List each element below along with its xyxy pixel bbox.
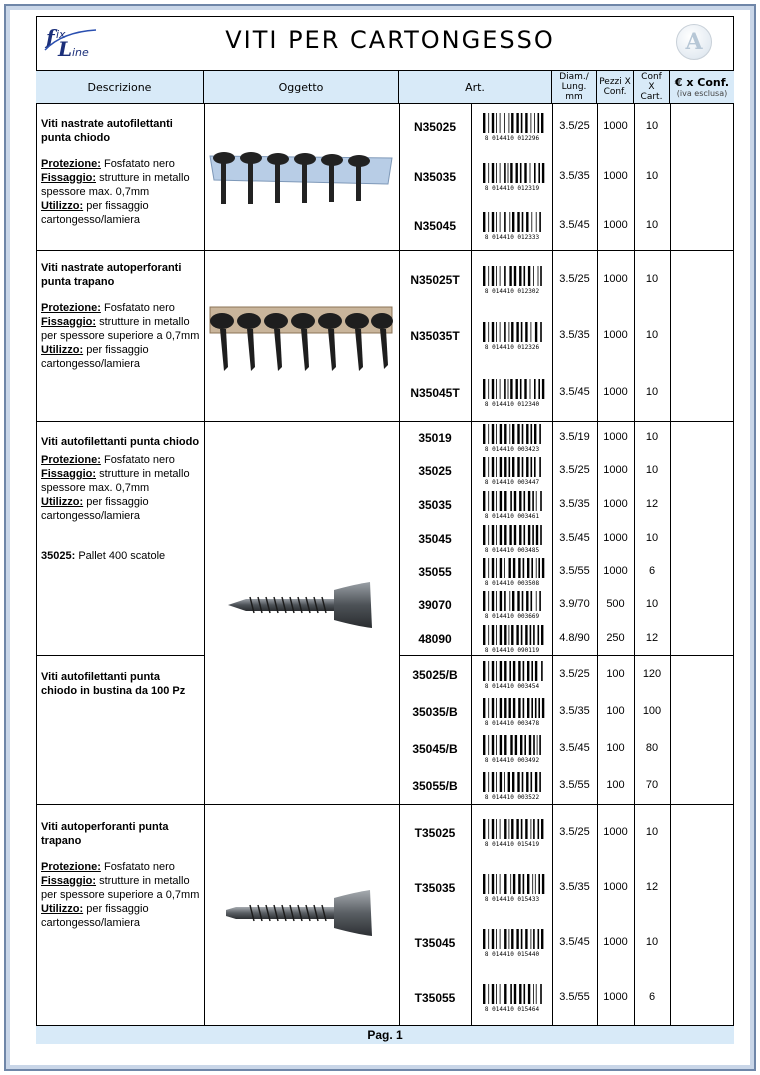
article-code: N35025T (410, 273, 460, 287)
fissaggio-label: Fissaggio: (41, 172, 97, 184)
dimension-value: 3.5/25 (559, 668, 590, 680)
svg-text:f: f (46, 25, 55, 49)
barcode (479, 735, 545, 761)
dimension-value: 3.5/55 (559, 991, 590, 1003)
fixline-logo (42, 22, 104, 62)
group-title: Viti nastrate autoperforanti punta trapano (41, 262, 182, 288)
article-code: 35055/B (412, 779, 458, 793)
svg-text:L: L (58, 37, 73, 61)
conf-value: 6 (648, 565, 656, 577)
group-divider (36, 804, 734, 805)
dimension-value: 3.5/19 (559, 431, 590, 443)
svg-text:8 014410 012296: 8 014410 012296 (484, 135, 540, 141)
conf-value: 10 (645, 464, 659, 476)
fissaggio-label: Fissaggio: (41, 468, 97, 480)
note-code: 35025: (41, 550, 76, 562)
barcode (479, 525, 545, 551)
group-divider (36, 250, 734, 251)
article-code: N35035T (410, 329, 460, 343)
fissaggio-value: strutture in metallo spessore max. 0,7mm (41, 468, 190, 494)
group-title: Viti autofilettanti punta chiodo (41, 436, 200, 448)
barcode (479, 591, 545, 617)
fissaggio-label: Fissaggio: (41, 875, 97, 887)
article-code: 35045/B (412, 742, 458, 756)
dimension-value: 3.5/25 (559, 826, 590, 838)
conf-value: 10 (645, 273, 659, 285)
barcode (479, 929, 545, 955)
svg-text:8 014410 003485: 8 014410 003485 (484, 547, 540, 553)
group-divider (399, 655, 734, 656)
header-diam: Diam./ Lung. mm (552, 70, 597, 104)
protezione-label: Protezione: (41, 454, 101, 466)
dimension-value: 4.8/90 (559, 632, 590, 644)
screw-pointed-image (226, 580, 376, 630)
protezione-value: Fosfatato nero (103, 454, 175, 466)
page-title: VITI PER CARTONGESSO (225, 26, 555, 54)
barcode (479, 163, 545, 189)
barcode (479, 661, 545, 687)
conf-value: 10 (645, 598, 659, 610)
pezzi-value: 1000 (603, 120, 628, 132)
dimension-value: 3.5/35 (559, 498, 590, 510)
article-code: T35045 (414, 936, 456, 950)
header-pezzi: Pezzi X Conf. (597, 70, 634, 104)
fissaggio-label: Fissaggio: (41, 316, 97, 328)
pezzi-value: 100 (606, 742, 625, 754)
pezzi-value: 1000 (603, 273, 628, 285)
article-code: 35055 (418, 565, 452, 579)
pezzi-value: 1000 (603, 936, 628, 948)
article-code: 35025/B (412, 668, 458, 682)
svg-text:8 014410 012326: 8 014410 012326 (484, 344, 540, 350)
strip-screws-brown-image (206, 295, 396, 375)
group-divider (36, 655, 204, 656)
conf-value: 10 (645, 219, 659, 231)
conf-value: 10 (645, 431, 659, 443)
conf-value: 12 (645, 632, 659, 644)
pezzi-value: 1000 (603, 431, 628, 443)
svg-text:8 014410 003454: 8 014410 003454 (484, 683, 540, 689)
dimension-value: 3.5/35 (559, 705, 590, 717)
badge-icon: A (676, 24, 712, 60)
utilizzo-value: per fissaggio cartongesso/lamiera (41, 344, 149, 370)
barcode (479, 424, 545, 450)
article-code: T35025 (414, 826, 456, 840)
article-code: N35045T (410, 386, 460, 400)
svg-text:8 014410 003447: 8 014410 003447 (484, 479, 540, 485)
article-code: 35035/B (412, 705, 458, 719)
utilizzo-label: Utilizzo: (41, 344, 84, 356)
svg-text:8 014410 015464: 8 014410 015464 (484, 1006, 540, 1012)
protezione-label: Protezione: (41, 302, 101, 314)
svg-text:8 014410 015419: 8 014410 015419 (484, 841, 540, 847)
svg-text:8 014410 003669: 8 014410 003669 (484, 613, 540, 619)
svg-text:8 014410 015440: 8 014410 015440 (484, 951, 540, 957)
pezzi-value: 100 (606, 668, 625, 680)
svg-text:8 014410 003423: 8 014410 003423 (484, 446, 540, 452)
svg-text:8 014410 012319: 8 014410 012319 (484, 185, 540, 191)
pezzi-value: 1000 (603, 386, 628, 398)
screw-drill-image (224, 888, 374, 938)
dimension-value: 3.5/35 (559, 881, 590, 893)
svg-text:8 014410 012333: 8 014410 012333 (484, 234, 540, 240)
group-divider (36, 421, 734, 422)
group-title: Viti autoperforanti punta trapano (41, 821, 169, 847)
pezzi-value: 1000 (603, 881, 628, 893)
svg-text:8 014410 003492: 8 014410 003492 (484, 757, 540, 763)
svg-text:ine: ine (72, 46, 89, 59)
group-5-description (41, 820, 201, 930)
barcode (479, 266, 545, 292)
dimension-value: 3.5/35 (559, 329, 590, 341)
dimension-value: 3.5/45 (559, 936, 590, 948)
svg-text:8 014410 012340: 8 014410 012340 (484, 401, 540, 407)
group-2-description (41, 261, 201, 371)
svg-text:8 014410 003461: 8 014410 003461 (484, 513, 540, 519)
article-code: N35045 (413, 219, 457, 233)
header-prezzo-note: (iva esclusa) (676, 89, 728, 98)
pezzi-value: 1000 (603, 329, 628, 341)
article-code: 35035 (418, 498, 452, 512)
svg-text:ix: ix (56, 28, 66, 41)
pezzi-value: 100 (606, 705, 625, 717)
grid-line (204, 104, 205, 1025)
fissaggio-value: strutture in metallo spessore max. 0,7mm (41, 172, 190, 198)
conf-value: 10 (645, 532, 659, 544)
barcode (479, 322, 545, 348)
conf-value: 6 (648, 991, 656, 1003)
utilizzo-label: Utilizzo: (41, 903, 84, 915)
article-code: 35025 (418, 464, 452, 478)
pezzi-value: 1000 (603, 532, 628, 544)
pezzi-value: 1000 (603, 170, 628, 182)
group-1-description (41, 117, 201, 227)
article-code: T35055 (414, 991, 456, 1005)
fissaggio-value: strutture in metallo per spessore superiore a 0,7mm (41, 316, 200, 342)
dimension-value: 3.9/70 (559, 598, 590, 610)
fissaggio-value: strutture in metallo per spessore superiore a 0,7mm (41, 875, 200, 901)
conf-value: 10 (645, 826, 659, 838)
conf-value: 70 (645, 779, 659, 791)
barcode (479, 491, 545, 517)
conf-value: 10 (645, 386, 659, 398)
dimension-value: 3.5/55 (559, 565, 590, 577)
barcode (479, 984, 545, 1010)
header-descrizione: Descrizione (36, 70, 204, 104)
article-code: 48090 (418, 632, 452, 646)
group-3-description (41, 435, 201, 563)
group-title: Viti nastrate autofilettanti punta chiodo (41, 118, 173, 144)
pezzi-value: 1000 (603, 826, 628, 838)
utilizzo-value: per fissaggio cartongesso/lamiera (41, 903, 149, 929)
conf-value: 10 (645, 329, 659, 341)
dimension-value: 3.5/45 (559, 532, 590, 544)
protezione-value: Fosfatato nero (103, 302, 175, 314)
svg-text:8 014410 090119: 8 014410 090119 (484, 647, 540, 653)
conf-value: 12 (645, 498, 659, 510)
header-prezzo (670, 70, 734, 104)
barcode (479, 819, 545, 845)
conf-value: 120 (642, 668, 662, 680)
svg-text:8 014410 012302: 8 014410 012302 (484, 288, 540, 294)
note-value: Pallet 400 scatole (78, 550, 166, 562)
dimension-value: 3.5/55 (559, 779, 590, 791)
dimension-value: 3.5/25 (559, 464, 590, 476)
dimension-value: 3.5/25 (559, 120, 590, 132)
barcode (479, 874, 545, 900)
pezzi-value: 1000 (603, 219, 628, 231)
header-oggetto: Oggetto (204, 70, 399, 104)
article-code: 35019 (418, 431, 452, 445)
barcode (479, 698, 545, 724)
barcode (479, 457, 545, 483)
article-code: 39070 (418, 598, 452, 612)
dimension-value: 3.5/45 (559, 386, 590, 398)
pezzi-value: 1000 (603, 464, 628, 476)
pezzi-value: 250 (606, 632, 625, 644)
svg-text:8 014410 003522: 8 014410 003522 (484, 794, 540, 800)
header-conf: Conf X Cart. (634, 70, 670, 104)
pezzi-value: 100 (606, 779, 625, 791)
utilizzo-value: per fissaggio cartongesso/lamiera (41, 200, 149, 226)
conf-value: 10 (645, 936, 659, 948)
barcode (479, 212, 545, 238)
barcode (479, 113, 545, 139)
header-prezzo-label: € x Conf. (674, 76, 730, 89)
article-code: N35025 (413, 120, 457, 134)
pezzi-value: 1000 (603, 498, 628, 510)
utilizzo-value: per fissaggio cartongesso/lamiera (41, 496, 149, 522)
conf-value: 10 (645, 170, 659, 182)
grid-line (670, 104, 671, 1025)
conf-value: 100 (642, 705, 662, 717)
conf-value: 10 (645, 120, 659, 132)
svg-text:8 014410 003508: 8 014410 003508 (484, 580, 540, 586)
dimension-value: 3.5/25 (559, 273, 590, 285)
article-code: N35035 (413, 170, 457, 184)
protezione-label: Protezione: (41, 158, 101, 170)
pezzi-value: 1000 (603, 565, 628, 577)
grid-line (471, 104, 472, 1025)
barcode (479, 772, 545, 798)
barcode (479, 558, 545, 584)
dimension-value: 3.5/35 (559, 170, 590, 182)
dimension-value: 3.5/45 (559, 219, 590, 231)
protezione-value: Fosfatato nero (103, 158, 175, 170)
svg-text:8 014410 003478: 8 014410 003478 (484, 720, 540, 726)
group-4-description (41, 670, 199, 698)
pezzi-value: 1000 (603, 991, 628, 1003)
header-art: Art. (399, 70, 552, 104)
protezione-label: Protezione: (41, 861, 101, 873)
strip-screws-blue-image (206, 140, 396, 210)
article-code: T35035 (414, 881, 456, 895)
conf-value: 80 (645, 742, 659, 754)
pezzi-value: 500 (606, 598, 625, 610)
dimension-value: 3.5/45 (559, 742, 590, 754)
svg-text:8 014410 015433: 8 014410 015433 (484, 896, 540, 902)
group-title: Viti autofilettanti punta chiodo in bustina da 100 Pz (41, 671, 186, 697)
article-code: 35045 (418, 532, 452, 546)
page-footer: Pag. 1 (36, 1025, 734, 1044)
barcode (479, 379, 545, 405)
utilizzo-label: Utilizzo: (41, 496, 84, 508)
conf-value: 12 (645, 881, 659, 893)
barcode (479, 625, 545, 651)
utilizzo-label: Utilizzo: (41, 200, 84, 212)
protezione-value: Fosfatato nero (103, 861, 175, 873)
